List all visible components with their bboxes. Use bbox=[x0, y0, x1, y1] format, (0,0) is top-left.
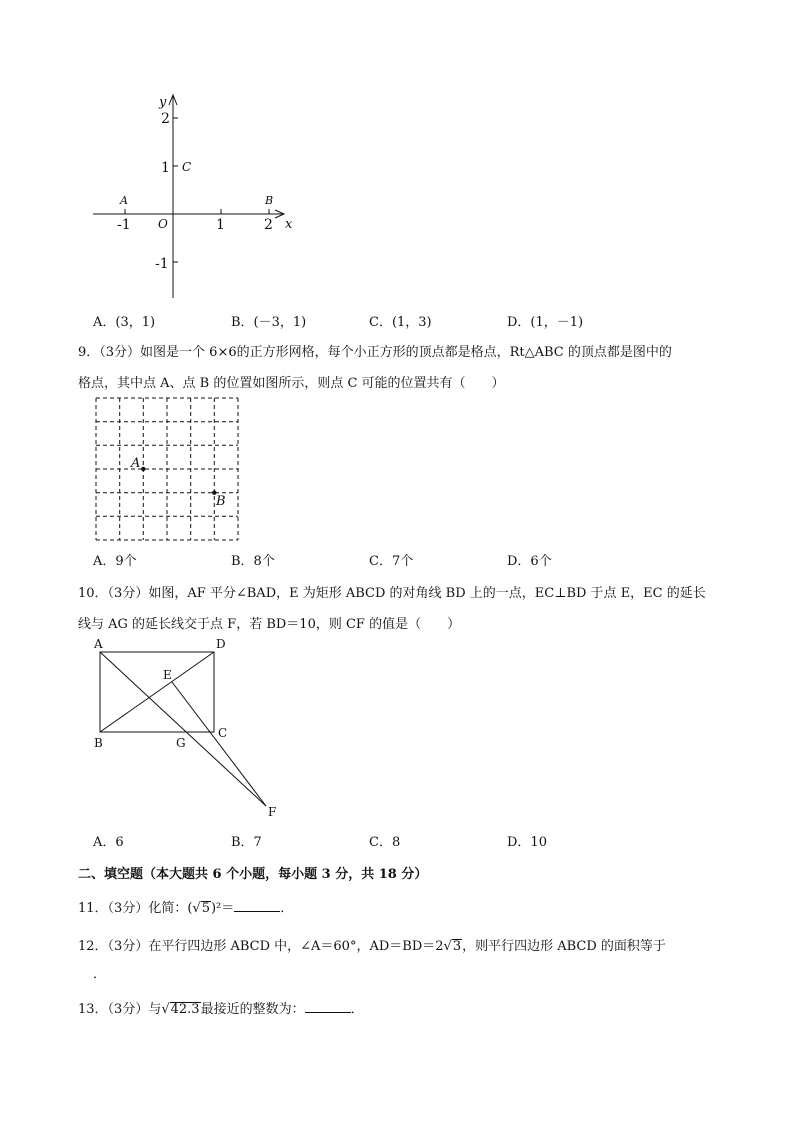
q10-option-d[interactable]: D．10 bbox=[507, 835, 547, 850]
q10-option-c[interactable]: C．8 bbox=[369, 835, 401, 850]
grid-figure bbox=[92, 394, 244, 544]
label-c: C bbox=[218, 726, 228, 740]
grid-label-b: B bbox=[216, 494, 226, 509]
y-tick-neg1: -1 bbox=[155, 256, 169, 272]
x-tick-1: 1 bbox=[216, 217, 225, 233]
x-axis-label: x bbox=[285, 217, 293, 232]
coordinate-figure bbox=[85, 88, 305, 303]
q8-option-c[interactable]: C．(1，3) bbox=[369, 315, 432, 330]
q11-prefix: 11．（3分）化简：( bbox=[78, 901, 193, 916]
y-tick-1: 1 bbox=[161, 160, 170, 176]
q10-stem-line1: 10．（3分）如图，AF 平分∠BAD，E 为矩形 ABCD 的对角线 BD 上的一点，EC⊥BD 于点 E，EC 的延长 bbox=[78, 586, 706, 601]
q9-option-d[interactable]: D．6个 bbox=[507, 554, 552, 569]
point-b-label: B bbox=[265, 194, 274, 207]
q10-stem-line2: 线与 AG 的延长线交于点 F，若 BD＝10，则 CF 的值是（ ） bbox=[78, 617, 461, 632]
label-f: F bbox=[268, 805, 277, 819]
rectangle-figure bbox=[88, 634, 288, 824]
label-a: A bbox=[94, 637, 103, 651]
label-d: D bbox=[216, 637, 226, 651]
q9-option-b[interactable]: B．8个 bbox=[231, 554, 275, 569]
grid-label-a: A bbox=[131, 456, 141, 471]
q12-suffix: ，则平行四边形 ABCD 的面积等于 bbox=[462, 939, 666, 954]
q13-suffix: 最接近的整数为： bbox=[200, 1002, 305, 1017]
label-g: G bbox=[176, 736, 186, 750]
q9-option-a[interactable]: A．9个 bbox=[93, 554, 137, 569]
q10-option-b[interactable]: B．7 bbox=[231, 835, 262, 850]
q11-sqrt-sign: √ bbox=[192, 901, 201, 916]
q8-option-b[interactable]: B．(－3，1) bbox=[231, 315, 307, 330]
label-e: E bbox=[163, 668, 172, 682]
q9-stem-line1: 9．（3分）如图是一个 6×6的正方形网格，每个小正方形的顶点都是格点，Rt△ABC 的顶点都是图中的 bbox=[78, 345, 672, 360]
q12-sqrt-sign: √ bbox=[443, 939, 452, 954]
q12 bbox=[78, 935, 666, 954]
q12-radicand: 3 bbox=[452, 939, 462, 954]
q11 bbox=[78, 897, 293, 916]
q12-prefix: 12．（3分）在平行四边形 ABCD 中，∠A＝60°，AD＝BD＝2 bbox=[78, 939, 444, 954]
q13 bbox=[78, 998, 364, 1017]
y-axis-label: y bbox=[159, 95, 167, 110]
section-heading: 二、填空题（本大题共 6 个小题，每小题 3 分，共 18 分） bbox=[78, 867, 428, 882]
q10-option-a[interactable]: A．6 bbox=[93, 835, 124, 850]
x-tick-2: 2 bbox=[264, 217, 273, 233]
origin-label: O bbox=[158, 217, 168, 231]
q11-radicand: 5 bbox=[201, 901, 210, 916]
label-b: B bbox=[94, 736, 103, 750]
q9-option-c[interactable]: C．7个 bbox=[369, 554, 414, 569]
q8-option-a[interactable]: A．(3，1) bbox=[93, 315, 156, 330]
point-c-label: C bbox=[182, 160, 192, 174]
q13-end: ． bbox=[350, 1002, 364, 1017]
grid-point-a bbox=[141, 467, 145, 471]
q13-sqrt-sign: √ bbox=[161, 1002, 170, 1017]
q13-prefix: 13．（3分）与 bbox=[78, 1002, 162, 1017]
y-tick-2: 2 bbox=[161, 111, 170, 127]
q8-option-d[interactable]: D．(1，－1) bbox=[507, 315, 584, 330]
q11-answer-blank[interactable] bbox=[234, 899, 280, 912]
q13-radicand: 42.3 bbox=[170, 1002, 200, 1017]
q13-answer-blank[interactable] bbox=[305, 1000, 351, 1013]
q11-end: ． bbox=[280, 901, 294, 916]
q9-stem-line2: 格点，其中点 A、点 B 的位置如图所示，则点 C 可能的位置共有（ ） bbox=[78, 376, 505, 391]
point-a-label: A bbox=[120, 194, 128, 207]
x-tick-neg1: -1 bbox=[117, 217, 131, 233]
q12-line2: ． bbox=[93, 967, 107, 982]
q11-suffix: )²＝ bbox=[210, 901, 235, 916]
